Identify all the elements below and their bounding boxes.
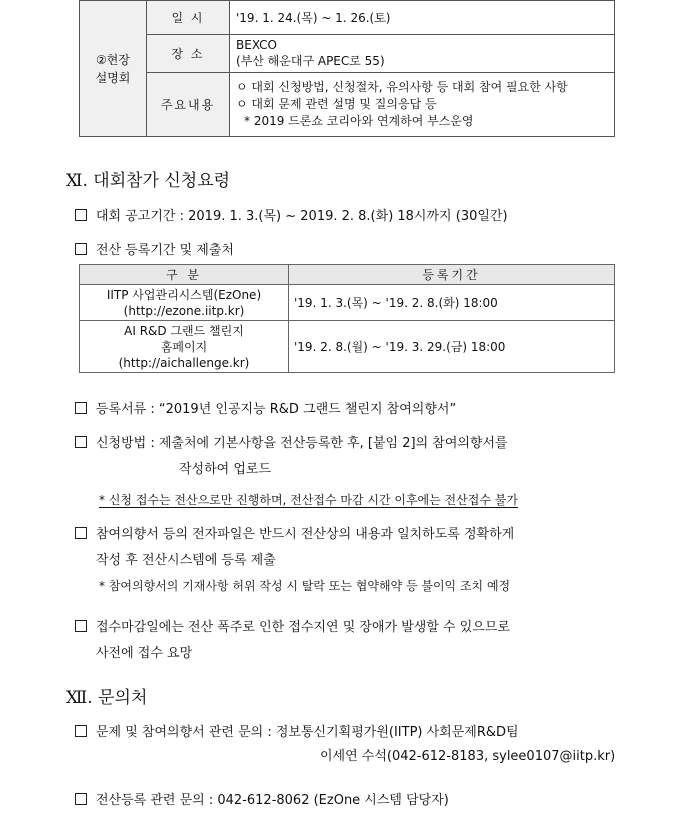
system-url: (http://ezone.iitp.kr) (123, 303, 245, 318)
deadline-text: 접수마감일에는 전산 폭주로 인한 접수지연 및 장애가 발생할 수 있으므로 (96, 620, 510, 635)
contact-text: 전산등록 관련 문의 : 042-612-8062 (EzOne 시스템 담당자) (96, 793, 449, 808)
content-bullet: ㅇ 대회 신청방법, 신청절차, 유의사항 등 대회 참여 필요한 사항 (236, 80, 568, 94)
registration-table (79, 264, 615, 373)
content-note: * 2019 드론쇼 코리아와 연계하여 부스운영 (244, 114, 474, 128)
table-cell (80, 321, 289, 373)
checkbox-icon (75, 527, 87, 539)
file-text: 참여의향서 등의 전자파일은 반드시 전산상의 내용과 일치하도록 정확하게 (96, 527, 515, 542)
system-url: (http://aichallenge.kr) (118, 355, 250, 370)
period-cell: '19. 2. 8.(월) ~ '19. 3. 29.(금) 18:00 (289, 321, 615, 373)
event-info-table (79, 0, 615, 137)
method-text: 신청방법 : 제출처에 기본사항을 전산등록한 후, [붙임 2]의 참여의향서를 (96, 436, 508, 451)
table-cell (80, 285, 289, 321)
checkbox-icon (75, 620, 87, 632)
checkbox-icon (75, 436, 87, 448)
place-line: (부산 해운대구 APEC로 55) (236, 54, 385, 68)
contact-text: 문제 및 참여의향서 관련 문의 : 정보통신기획평가원(IITP) 사회문제R&D팀 (96, 725, 519, 740)
docs-text: 등록서류 : “2019년 인공지능 R&D 그랜드 챌린지 참여의향서” (96, 402, 457, 417)
note-1 (99, 491, 518, 508)
reg-heading-text: 전산 등록기간 및 제출처 (96, 243, 234, 258)
system-name: IITP 사업관리시스템(EzOne) (106, 287, 262, 302)
section-title: Ⅻ. 문의처 (66, 688, 148, 708)
system-name: 홈페이지 (160, 339, 208, 354)
section-label: ②현장 (96, 52, 130, 67)
place-value (230, 35, 615, 73)
checkbox-icon (75, 793, 87, 805)
file-text-cont: 작성 후 전산시스템에 등록 제출 (96, 553, 276, 568)
content-value (230, 73, 615, 137)
section-title: Ⅺ. 대회참가 신청요령 (66, 171, 231, 191)
place-label: 장 소 (147, 35, 230, 73)
deadline-item (75, 616, 510, 635)
file-item (75, 523, 514, 542)
section-label: 설명회 (95, 70, 131, 85)
column-header: 등록기간 (289, 265, 615, 285)
period-text: 대회 공고기간 : 2019. 1. 3.(목) ~ 2019. 2. 8.(화) 18시까지 (30일간) (96, 209, 508, 224)
checkbox-icon (75, 243, 87, 255)
date-label: 일 시 (147, 1, 230, 35)
deadline-text-cont: 사전에 접수 요망 (96, 646, 193, 661)
reg-heading-item (75, 239, 234, 258)
period-cell: '19. 1. 3.(목) ~ '19. 2. 8.(화) 18:00 (289, 285, 615, 321)
checkbox-icon (75, 402, 87, 414)
docs-item (75, 398, 456, 417)
method-text-cont: 작성하여 업로드 (179, 462, 272, 477)
table-row (80, 321, 615, 373)
content-label: 주요내용 (147, 73, 230, 137)
system-name: AI R&D 그랜드 챌린지 (124, 323, 244, 338)
note-1-text: * 신청 접수는 전산으로만 진행하며, 전산접수 마감 시간 이후에는 전산접수 불가 (99, 493, 518, 507)
checkbox-icon (75, 725, 87, 737)
contact-item (75, 789, 449, 808)
section-cell (80, 1, 147, 137)
checkbox-icon (75, 209, 87, 221)
contact-item (75, 721, 519, 740)
content-bullet: ㅇ 대회 문제 관련 설명 및 질의응답 등 (236, 97, 437, 111)
period-item (75, 205, 508, 224)
column-header: 구 분 (80, 265, 289, 285)
note-2: * 참여의향서의 기재사항 허위 작성 시 탈락 또는 협약해약 등 불이익 조치 예정 (99, 579, 511, 593)
table-row (80, 285, 615, 321)
method-item (75, 432, 508, 451)
contact-text-cont: 이세연 수석(042-612-8183, sylee0107@iitp.kr) (320, 749, 616, 764)
place-line: BEXCO (236, 38, 277, 52)
date-value: '19. 1. 24.(목) ~ 1. 26.(토) (230, 1, 615, 35)
